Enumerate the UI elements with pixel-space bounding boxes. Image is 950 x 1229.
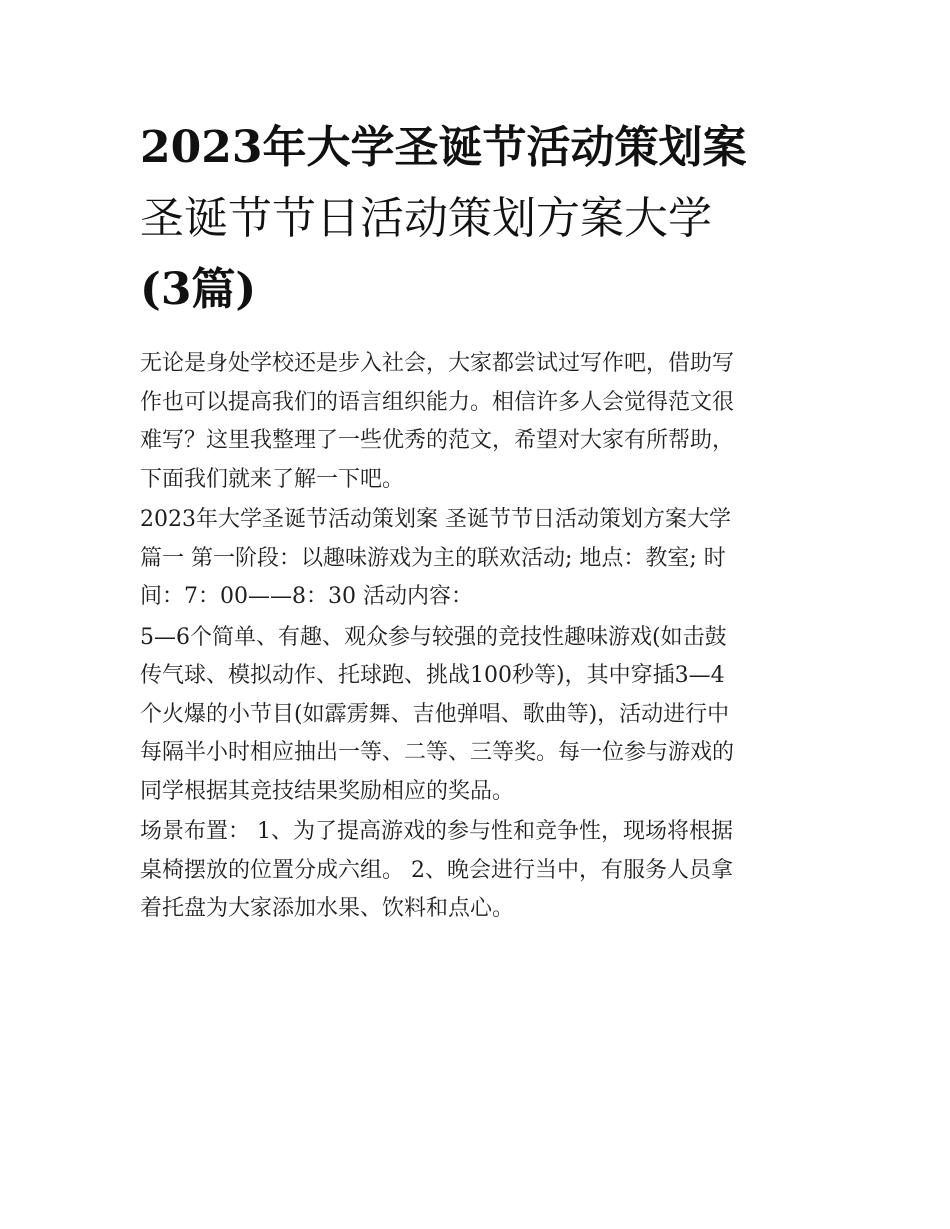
paragraph-line: 篇一 第一阶段：以趣味游戏为主的联欢活动; 地点：教室; 时 bbox=[140, 545, 726, 571]
paragraph-activities bbox=[140, 619, 815, 812]
paragraph-intro bbox=[140, 345, 815, 499]
title-line-1: 2023年大学圣诞节活动策划案 bbox=[140, 122, 747, 173]
paragraph-line: 同学根据其竞技结果奖励相应的奖品。 bbox=[140, 778, 515, 804]
paragraph-scene-setup bbox=[140, 813, 815, 929]
paragraph-line: 场景布置： 1、为了提高游戏的参与性和竞争性，现场将根据 bbox=[140, 819, 733, 844]
document-page bbox=[140, 112, 815, 929]
paragraph-line: 间：7：00——8：30 活动内容： bbox=[140, 584, 473, 609]
paragraph-line: 下面我们就来了解一下吧。 bbox=[140, 466, 405, 492]
paragraph-line: 5—6个简单、有趣、观众参与较强的竞技性趣味游戏(如击鼓 bbox=[140, 624, 727, 650]
paragraph-line: 作也可以提高我们的语言组织能力。相信许多人会觉得范文很 bbox=[140, 389, 735, 415]
paragraph-line: 无论是身处学校还是步入社会，大家都尝试过写作吧，借助写 bbox=[140, 351, 735, 376]
paragraph-line: 传气球、模拟动作、托球跑、挑战100秒等)，其中穿插3—4 bbox=[140, 663, 725, 688]
title-line-3: (3篇) bbox=[140, 264, 257, 315]
paragraph-section-heading bbox=[140, 501, 815, 617]
paragraph-line: 每隔半小时相应抽出一等、二等、三等奖。每一位参与游戏的 bbox=[140, 740, 735, 765]
paragraph-line: 2023年大学圣诞节活动策划案 圣诞节节日活动策划方案大学 bbox=[140, 507, 731, 532]
paragraph-line: 难写？这里我整理了一些优秀的范文，希望对大家有所帮助， bbox=[140, 428, 735, 453]
paragraph-line: 桌椅摆放的位置分成六组。 2、晚会进行当中，有服务人员拿 bbox=[140, 857, 733, 883]
document-title bbox=[140, 112, 815, 325]
paragraph-line: 着托盘为大家添加水果、饮料和点心。 bbox=[140, 896, 515, 921]
paragraph-line: 个火爆的小节目(如霹雳舞、吉他弹唱、歌曲等)，活动进行中 bbox=[140, 701, 730, 727]
title-line-2: 圣诞节节日活动策划方案大学 bbox=[140, 193, 712, 244]
